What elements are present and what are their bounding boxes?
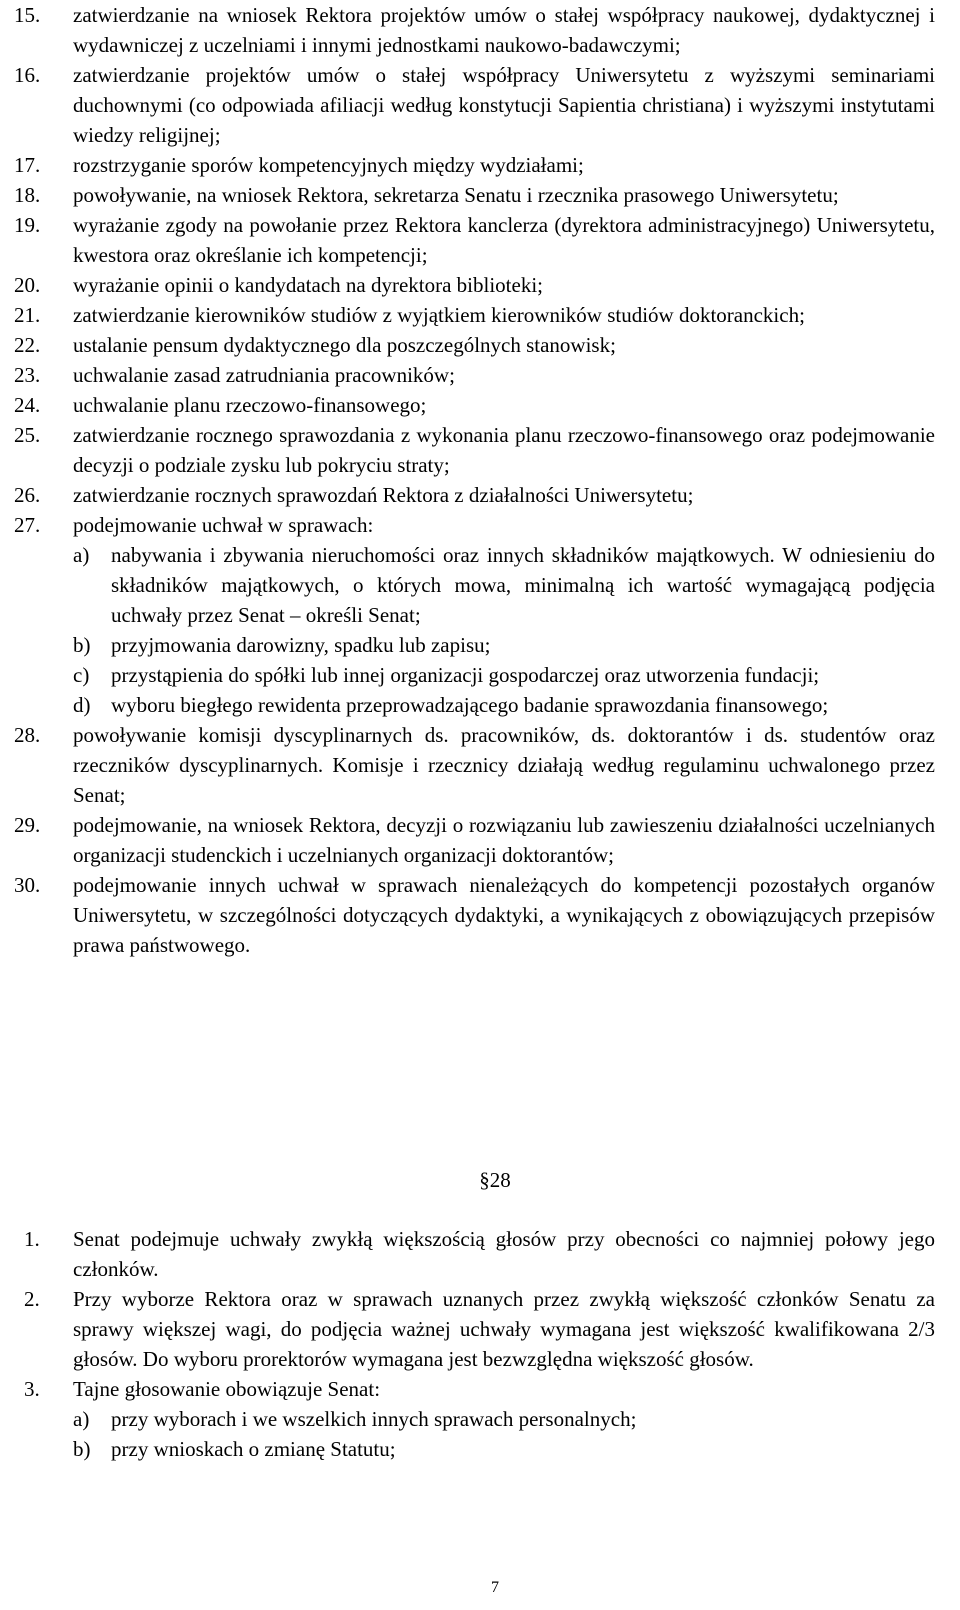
item-text: zatwierdzanie na wniosek Rektora projektów umów o stałej współpracy naukowej, dydaktycznej i wydawniczej z uczelniami i innymi jednostkami naukowo-badawczymi; [73,3,935,57]
sub-item-text: przy wnioskach o zmianę Statutu; [111,1437,396,1461]
sub-list [73,1404,935,1464]
list-item [0,180,935,210]
item-number: 20. [14,273,41,297]
item-number: 22. [14,333,41,357]
list-item [0,210,935,270]
item-text: uchwalanie zasad zatrudniania pracowników; [73,363,455,387]
sub-item-text: przystąpienia do spółki lub innej organizacji gospodarczej oraz utworzenia fundacji; [111,663,820,687]
item-text: zatwierdzanie projektów umów o stałej współpracy Uniwersytetu z wyższymi seminariami duchownymi (co odpowiada afiliacji według konstytucji Sapientia christiana) i wyższymi instytutami wiedzy religijnej; [73,63,935,147]
list-item [0,300,935,330]
page-number: 7 [491,1579,499,1596]
list-item [0,510,935,720]
item-text: Tajne głosowanie obowiązuje Senat: [73,1377,381,1401]
item-text: zatwierdzanie rocznego sprawozdania z wykonania planu rzeczowo-finansowego oraz podejmowanie decyzji o podziale zysku lub pokryciu straty; [73,423,935,477]
voting-rules-list [0,1224,935,1464]
item-number: 29. [14,813,41,837]
sub-list-item [73,630,935,660]
list-item [0,330,935,360]
sub-item-letter: d) [73,693,91,717]
item-text: powoływanie, na wniosek Rektora, sekretarza Senatu i rzecznika prasowego Uniwersytetu; [73,183,839,207]
item-text: wyrażanie opinii o kandydatach na dyrektora biblioteki; [73,273,544,297]
sub-list-item [73,1434,935,1464]
item-number: 1. [24,1227,40,1251]
list-item [0,810,935,870]
item-number: 24. [14,393,41,417]
sub-item-letter: c) [73,663,90,687]
list-item [0,360,935,390]
item-text: zatwierdzanie rocznych sprawozdań Rektora z działalności Uniwersytetu; [73,483,694,507]
section-heading: §28 [479,1168,511,1192]
list-item [0,480,935,510]
sub-item-text: nabywania i zbywania nieruchomości oraz innych składników majątkowych. W odniesieniu do składników majątkowych, o których mowa, minimalną ich wartość wymagającą podjęcia uchwały przez Senat – określi Senat; [111,543,935,627]
sub-item-letter: b) [73,1437,91,1461]
item-number: 21. [14,303,41,327]
item-number: 16. [14,63,41,87]
sub-list-item [73,1404,935,1434]
item-number: 3. [24,1377,40,1401]
sub-item-text: wyboru biegłego rewidenta przeprowadzającego badanie sprawozdania finansowego; [111,693,829,717]
item-number: 25. [14,423,41,447]
list-item [0,390,935,420]
sub-item-letter: a) [73,1407,90,1431]
sub-list-item [73,690,935,720]
item-number: 26. [14,483,41,507]
item-text: Senat podejmuje uchwały zwykłą większością głosów przy obecności co najmniej połowy jego członków. [73,1227,935,1281]
item-text: podejmowanie uchwał w sprawach: [73,513,374,537]
item-number: 30. [14,873,41,897]
item-text: uchwalanie planu rzeczowo-finansowego; [73,393,427,417]
sub-item-letter: a) [73,543,90,567]
sub-item-letter: b) [73,633,91,657]
list-item [0,1284,935,1374]
item-text: powoływanie komisji dyscyplinarnych ds. pracowników, ds. doktorantów i ds. studentów oraz rzeczników dyscyplinarnych. Komisje i rzecznicy działają według regulaminu uchwalonego przez Senat; [73,723,935,807]
item-number: 2. [24,1287,40,1311]
sub-item-text: przy wyborach i we wszelkich innych sprawach personalnych; [111,1407,637,1431]
list-item [0,150,935,180]
item-text: podejmowanie, na wniosek Rektora, decyzji o rozwiązaniu lub zawieszeniu działalności uczelnianych organizacji studenckich i uczelnianych organizacji doktorantów; [73,813,935,867]
list-item [0,870,935,960]
item-text: Przy wyborze Rektora oraz w sprawach uznanych przez zwykłą większość członków Senatu za sprawy większej wagi, do podjęcia ważnej uchwały wymagana jest większość kwalifikowana 2/3 głosów. Do wyboru prorektorów wymagana jest bezwzględna większość głosów. [73,1287,935,1371]
item-number: 17. [14,153,41,177]
item-number: 15. [14,3,41,27]
list-item [0,420,935,480]
sub-item-text: przyjmowania darowizny, spadku lub zapisu; [111,633,491,657]
list-item [0,1374,935,1464]
list-item [0,1224,935,1284]
list-item [0,60,935,150]
item-number: 19. [14,213,41,237]
list-item [0,0,935,60]
item-number: 18. [14,183,41,207]
sub-list [73,540,935,720]
item-text: rozstrzyganie sporów kompetencyjnych między wydziałami; [73,153,584,177]
item-number: 23. [14,363,41,387]
sub-list-item [73,660,935,690]
item-text: podejmowanie innych uchwał w sprawach nienależących do kompetencji pozostałych organów Uniwersytetu, w szczególności dotyczących dydaktyki, a wynikających z obowiązujących przepisów prawa państwowego. [73,873,935,957]
list-item [0,720,935,810]
list-item [0,270,935,300]
sub-list-item [73,540,935,630]
item-text: wyrażanie zgody na powołanie przez Rektora kanclerza (dyrektora administracyjnego) Uniwersytetu, kwestora oraz określanie ich kompetencji; [73,213,935,267]
item-text: zatwierdzanie kierowników studiów z wyjątkiem kierowników studiów doktoranckich; [73,303,805,327]
item-number: 27. [14,513,41,537]
item-number: 28. [14,723,41,747]
item-text: ustalanie pensum dydaktycznego dla poszczególnych stanowisk; [73,333,616,357]
